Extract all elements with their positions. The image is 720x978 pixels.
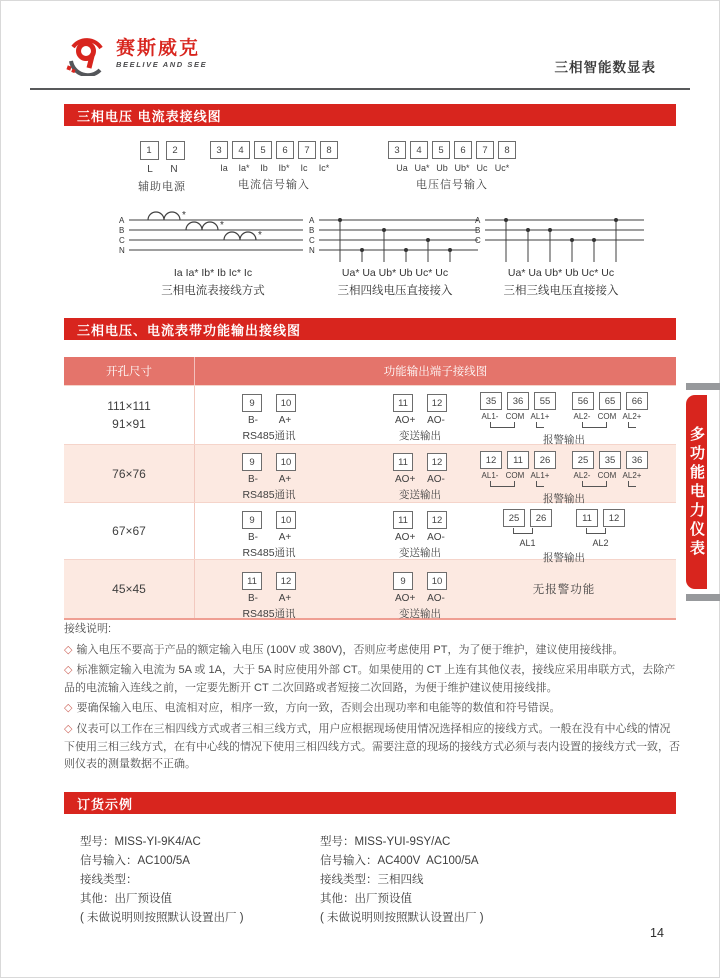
analog-output-group: 11 12 AO+ AO- 变送输出: [355, 453, 485, 502]
group-caption: 电流信号输入: [238, 179, 310, 191]
svg-text:A: A: [119, 216, 125, 225]
terminal-group-voltage-input: [388, 141, 516, 192]
terminal-group-aux-power: [138, 141, 186, 194]
svg-text:B: B: [475, 226, 481, 235]
terminal-box: 12: [427, 453, 447, 471]
analog-output-group: 11 12 AO+ AO- 变送输出: [355, 394, 485, 443]
terminal-box: 6: [276, 141, 294, 159]
brand-logo-icon: [64, 32, 110, 76]
terminal-box: 25: [503, 509, 525, 527]
size-cell: 67×67: [64, 503, 195, 559]
doc-title: 三相智能数显表: [554, 60, 656, 75]
note-item: ◇ 仪表可以工作在三相四线方式或者三相三线方式，用户应根据现场使用情况选择相应的接线方式。一般在没有中心线的情况下使用三相三线方式，在有中心线的情况下使用三相四线方式。需要注意的现场的接线方式必须与表内设置的接线方式一致，否则仪表的测量数据不正确。: [64, 722, 680, 771]
terminal-box: 10: [276, 453, 296, 471]
output-table: [64, 357, 676, 620]
diagram-terminal-labels: Ia Ia* Ib* Ib Ic* Ic: [173, 267, 253, 279]
terminal-box: 11: [242, 572, 262, 590]
terminal-label: Ub*: [454, 163, 470, 173]
relay-contact-icon: [572, 422, 648, 430]
terminal-label: Ic*: [318, 163, 330, 173]
terminal-box: 36: [507, 392, 529, 410]
terminal-box: 66: [626, 392, 648, 410]
terminal-box: 12: [480, 451, 502, 469]
terminal-box: 7: [476, 141, 494, 159]
svg-text:A: A: [309, 216, 315, 225]
terminal-label: Ib*: [278, 163, 290, 173]
side-decoration: [686, 383, 720, 601]
terminal-group-current-input: [210, 141, 338, 192]
diagram-caption: 三相三线电压直接接入: [503, 285, 619, 297]
note-item: ◇ 要确保输入电压、电流相对应，相序一致，方向一致，否则会出现功率和电能等的数值和符号错误。: [64, 702, 561, 715]
terminal-box: 11: [576, 509, 598, 527]
side-category-tab: 多功能电力仪表: [686, 395, 707, 589]
terminal-strips: [64, 141, 676, 211]
svg-text:*: *: [220, 220, 224, 231]
terminal-box: 10: [276, 394, 296, 412]
analog-output-group: 11 12 AO+ AO- 变送输出: [355, 511, 485, 560]
notes-heading: 接线说明:: [64, 623, 112, 635]
no-alarm-label: 无报警功能: [532, 584, 596, 596]
terminal-box: 9: [242, 394, 262, 412]
terminal-box: 55: [534, 392, 556, 410]
note-item: ◇ 输入电压不要高于产品的额定输入电压 (100V 或 380V)，否则应考虑使用 PT，为了便于维护，建议使用接线排。: [64, 643, 624, 656]
gray-bar: [686, 594, 720, 601]
size-cell: 76×76: [64, 445, 195, 502]
terminal-label: Ua*: [414, 163, 430, 173]
terminal-box: 11: [393, 511, 413, 529]
four-wire-voltage-diagram: [306, 210, 481, 302]
terminal-box: 5: [254, 141, 272, 159]
terminal-box: 9: [242, 511, 262, 529]
terminal-label: Uc*: [494, 163, 510, 173]
terminal-box: 11: [393, 394, 413, 412]
order-note: ( 未做说明则按照默认设置出厂 ): [320, 912, 484, 924]
relay-contact-icon: [503, 528, 552, 536]
terminal-box: 6: [454, 141, 472, 159]
order-note: ( 未做说明则按照默认设置出厂 ): [80, 912, 244, 924]
section-title-output: 三相电压、电流表带功能输出接线图: [64, 318, 676, 340]
group-caption: 电压信号输入: [416, 179, 488, 191]
terminal-box: 2: [166, 141, 185, 160]
terminal-box: 12: [427, 394, 447, 412]
terminal-box: 10: [276, 511, 296, 529]
terminal-box: 12: [603, 509, 625, 527]
col-header-size: 开孔尺寸: [64, 357, 195, 385]
terminal-box: 1: [140, 141, 159, 160]
table-header-row: [64, 357, 676, 385]
relay-contact-icon: [576, 528, 625, 536]
terminal-box: 4: [410, 141, 428, 159]
page-number: 14: [650, 926, 664, 940]
brand-text: [116, 39, 207, 69]
terminal-label: Uc: [476, 163, 488, 173]
diamond-bullet-icon: ◇: [64, 664, 73, 677]
rs485-group: 11 12 B- A+ RS485通讯: [209, 572, 329, 621]
table-row-76x76: [64, 444, 676, 505]
terminal-box: 35: [599, 451, 621, 469]
relay-contact-icon: [572, 481, 648, 489]
terminal-label: Ic: [300, 163, 308, 173]
gray-bar: [686, 383, 720, 390]
terminal-box: 3: [210, 141, 228, 159]
alarm-output-group: 35 36 55 AL1- COM AL1+ 56 65 66 AL2- COM AL2+ 报警输出: [457, 392, 671, 447]
diamond-bullet-icon: ◇: [64, 722, 73, 735]
wiring-diagrams: [64, 210, 676, 306]
terminal-box: 11: [507, 451, 529, 469]
rs485-group: 9 10 B- A+ RS485通讯: [209, 394, 329, 443]
size-cell: 45×45: [64, 560, 195, 618]
section-title-wiring: 三相电压 电流表接线图: [64, 104, 676, 126]
terminal-label: Ia*: [238, 163, 250, 173]
alarm-output-group: 12 11 26 AL1- COM AL1+ 25 35 36 AL2- COM AL2+ 报警输出: [457, 451, 671, 506]
header-divider: [30, 88, 690, 90]
terminal-box: 65: [599, 392, 621, 410]
terminal-box: 36: [626, 451, 648, 469]
terminal-box: 26: [534, 451, 556, 469]
diamond-bullet-icon: ◇: [64, 702, 73, 715]
terminal-box: 10: [427, 572, 447, 590]
size-cell: 111×111 91×91: [64, 386, 195, 444]
order-example-2: 型号： MISS-YUI-9SY/AC 信号输入： AC400V AC100/5A 接线类型： 三相四线 其他： 出厂预设值 ( 未做说明则按照默认设置出厂 ): [320, 833, 570, 928]
svg-text:C: C: [309, 236, 315, 245]
relay-contact-icon: [480, 422, 556, 430]
table-row-67x67: [64, 502, 676, 564]
svg-text:C: C: [119, 236, 125, 245]
table-row-111x111: [64, 385, 676, 444]
diagram-caption: 三相四线电压直接接入: [337, 285, 453, 297]
terminal-box: 25: [572, 451, 594, 469]
terminal-label: Ua: [396, 163, 408, 173]
terminal-box: 11: [393, 453, 413, 471]
note-item: ◇ 标准额定输入电流为 5A 或 1A，大于 5A 时应使用外部 CT。如果使用的 CT 上连有其他仪表，接线应采用串联方式，去除产品的电流输入连线之前，一定要先断开 CT 二次回路或者短接二次回路，为便于维护建议使用接线排。: [64, 664, 676, 694]
order-example-1: 型号： MISS-YI-9K4/AC 信号输入： AC100/5A 接线类型： 其他： 出厂预设值 ( 未做说明则按照默认设置出厂 ): [80, 833, 330, 928]
terminal-box: 35: [480, 392, 502, 410]
page-header: [64, 32, 690, 84]
wiring-notes: [64, 621, 680, 777]
ordering-examples: [80, 833, 660, 943]
terminal-box: 3: [388, 141, 406, 159]
terminal-box: 5: [432, 141, 450, 159]
terminal-label: N: [170, 164, 178, 175]
alarm-output-group: 25 26 AL1 11 12 AL2 报警输出: [457, 509, 671, 565]
table-row-45x45: [64, 559, 676, 618]
svg-text:N: N: [309, 246, 315, 255]
terminal-box: 7: [298, 141, 316, 159]
svg-text:B: B: [309, 226, 315, 235]
three-wire-voltage-diagram: [472, 210, 647, 302]
svg-text:C: C: [475, 236, 481, 245]
section-title-ordering: 订货示例: [64, 792, 676, 814]
svg-text:*: *: [182, 210, 186, 221]
svg-text:N: N: [119, 246, 125, 255]
terminal-label: Ib: [260, 163, 268, 173]
analog-output-group: 9 10 AO+ AO- 变送输出: [355, 572, 485, 621]
terminal-box: 8: [498, 141, 516, 159]
terminal-label: L: [147, 164, 153, 175]
svg-text:A: A: [475, 216, 481, 225]
terminal-box: 26: [530, 509, 552, 527]
diagram-terminal-labels: Ua* Ua Ub* Ub Uc* Uc: [341, 267, 449, 279]
diamond-bullet-icon: ◇: [64, 643, 73, 656]
col-header-diagram: 功能输出端子接线图: [383, 366, 488, 378]
terminal-label: Ia: [220, 163, 228, 173]
group-caption: 辅助电源: [138, 181, 186, 193]
rs485-group: 9 10 B- A+ RS485通讯: [209, 453, 329, 502]
terminal-box: 8: [320, 141, 338, 159]
terminal-label: Ub: [436, 163, 448, 173]
terminal-box: 56: [572, 392, 594, 410]
svg-text:B: B: [119, 226, 125, 235]
brand-name-en: BEELIVE AND SEE: [116, 60, 208, 70]
ct-wiring-diagram: [116, 210, 306, 302]
terminal-box: 9: [393, 572, 413, 590]
terminal-box: 4: [232, 141, 250, 159]
relay-contact-icon: [480, 481, 556, 489]
terminal-box: 12: [276, 572, 296, 590]
terminal-box: 9: [242, 453, 262, 471]
diagram-terminal-labels: Ua* Ua Ub* Ub Uc* Uc: [507, 267, 615, 279]
rs485-group: 9 10 B- A+ RS485通讯: [209, 511, 329, 560]
diagram-caption: 三相电流表接线方式: [161, 285, 265, 297]
brand-name-cn: 赛斯威克: [116, 38, 201, 60]
terminal-box: 12: [427, 511, 447, 529]
svg-text:*: *: [258, 230, 262, 241]
